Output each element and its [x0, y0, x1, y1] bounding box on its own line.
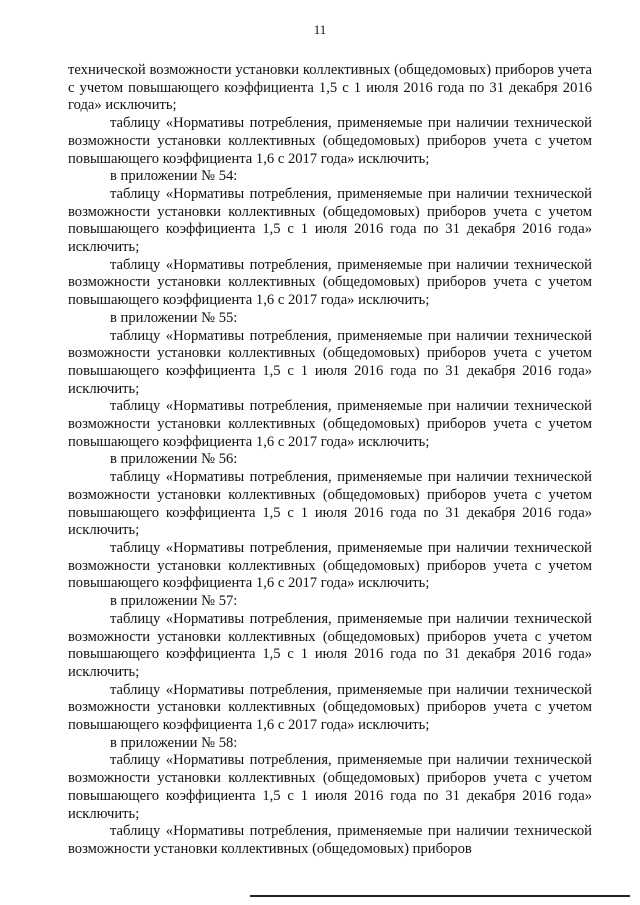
footer-rule	[250, 895, 630, 897]
appendix-heading: в приложении № 54:	[110, 168, 238, 185]
paragraph: технической возможности установки коллективных (общедомовых) приборов учета с учетом повышающего коэффициента 1,5 с 1 июля 2016 года по 31 декабря 2016 года» исключить;	[68, 62, 592, 114]
appendix-heading: в приложении № 56:	[110, 451, 238, 468]
paragraph: таблицу «Нормативы потребления, применяемые при наличии технической возможности установки коллективных (общедомовых) приборов учета с учетом повышающего коэффициента 1,6 с 2017 года» исключить;	[68, 256, 592, 309]
paragraph: таблицу «Нормативы потребления, применяемые при наличии технической возможности установки коллективных (общедомовых) приборов учета с учетом повышающего коэффициента 1,5 с 1 июля 2016 года по 31 декабря 2016 года» исключить;	[68, 752, 592, 822]
paragraph: таблицу «Нормативы потребления, применяемые при наличии технической возможности установки коллективных (общедомовых) приборов учета с учетом повышающего коэффициента 1,5 с 1 июля 2016 года по 31 декабря 2016 года» исключить;	[68, 327, 592, 397]
paragraph: таблицу «Нормативы потребления, применяемые при наличии технической возможности установки коллективных (общедомовых) приборов учета с учетом повышающего коэффициента 1,5 с 1 июля 2016 года по 31 декабря 2016 года» исключить;	[68, 185, 592, 256]
appendix-heading: в приложении № 58:	[110, 734, 238, 751]
paragraph: таблицу «Нормативы потребления, применяемые при наличии технической возможности установки коллективных (общедомовых) приборов учета с учетом повышающего коэффициента 1,6 с 2017 года» исключить;	[68, 398, 592, 450]
document-body	[68, 62, 592, 859]
paragraph: таблицу «Нормативы потребления, применяемые при наличии технической возможности установки коллективных (общедомовых) приборов учета с учетом повышающего коэффициента 1,5 с 1 июля 2016 года по 31 декабря 2016 года» исключить;	[68, 469, 592, 539]
appendix-heading: в приложении № 55:	[110, 309, 238, 326]
page-number: 11	[313, 22, 327, 37]
paragraph: таблицу «Нормативы потребления, применяемые при наличии технической возможности установки коллективных (общедомовых) приборов учета с учетом повышающего коэффициента 1,6 с 2017 года» исключить;	[68, 539, 592, 592]
appendix-heading: в приложении № 57:	[110, 593, 238, 610]
paragraph: таблицу «Нормативы потребления, применяемые при наличии технической возможности установки коллективных (общедомовых) приборов учета с учетом повышающего коэффициента 1,5 с 1 июля 2016 года по 31 декабря 2016 года» исключить;	[68, 610, 592, 680]
paragraph: таблицу «Нормативы потребления, применяемые при наличии технической возможности установки коллективных (общедомовых) приборов учета с учетом повышающего коэффициента 1,6 с 2017 года» исключить;	[68, 681, 592, 734]
paragraph: таблицу «Нормативы потребления, применяемые при наличии технической возможности установки коллективных (общедомовых) приборов учета с учетом повышающего коэффициента 1,6 с 2017 года» исключить;	[68, 115, 592, 167]
paragraph: таблицу «Нормативы потребления, применяемые при наличии технической возможности установки коллективных (общедомовых) приборов	[68, 823, 592, 857]
